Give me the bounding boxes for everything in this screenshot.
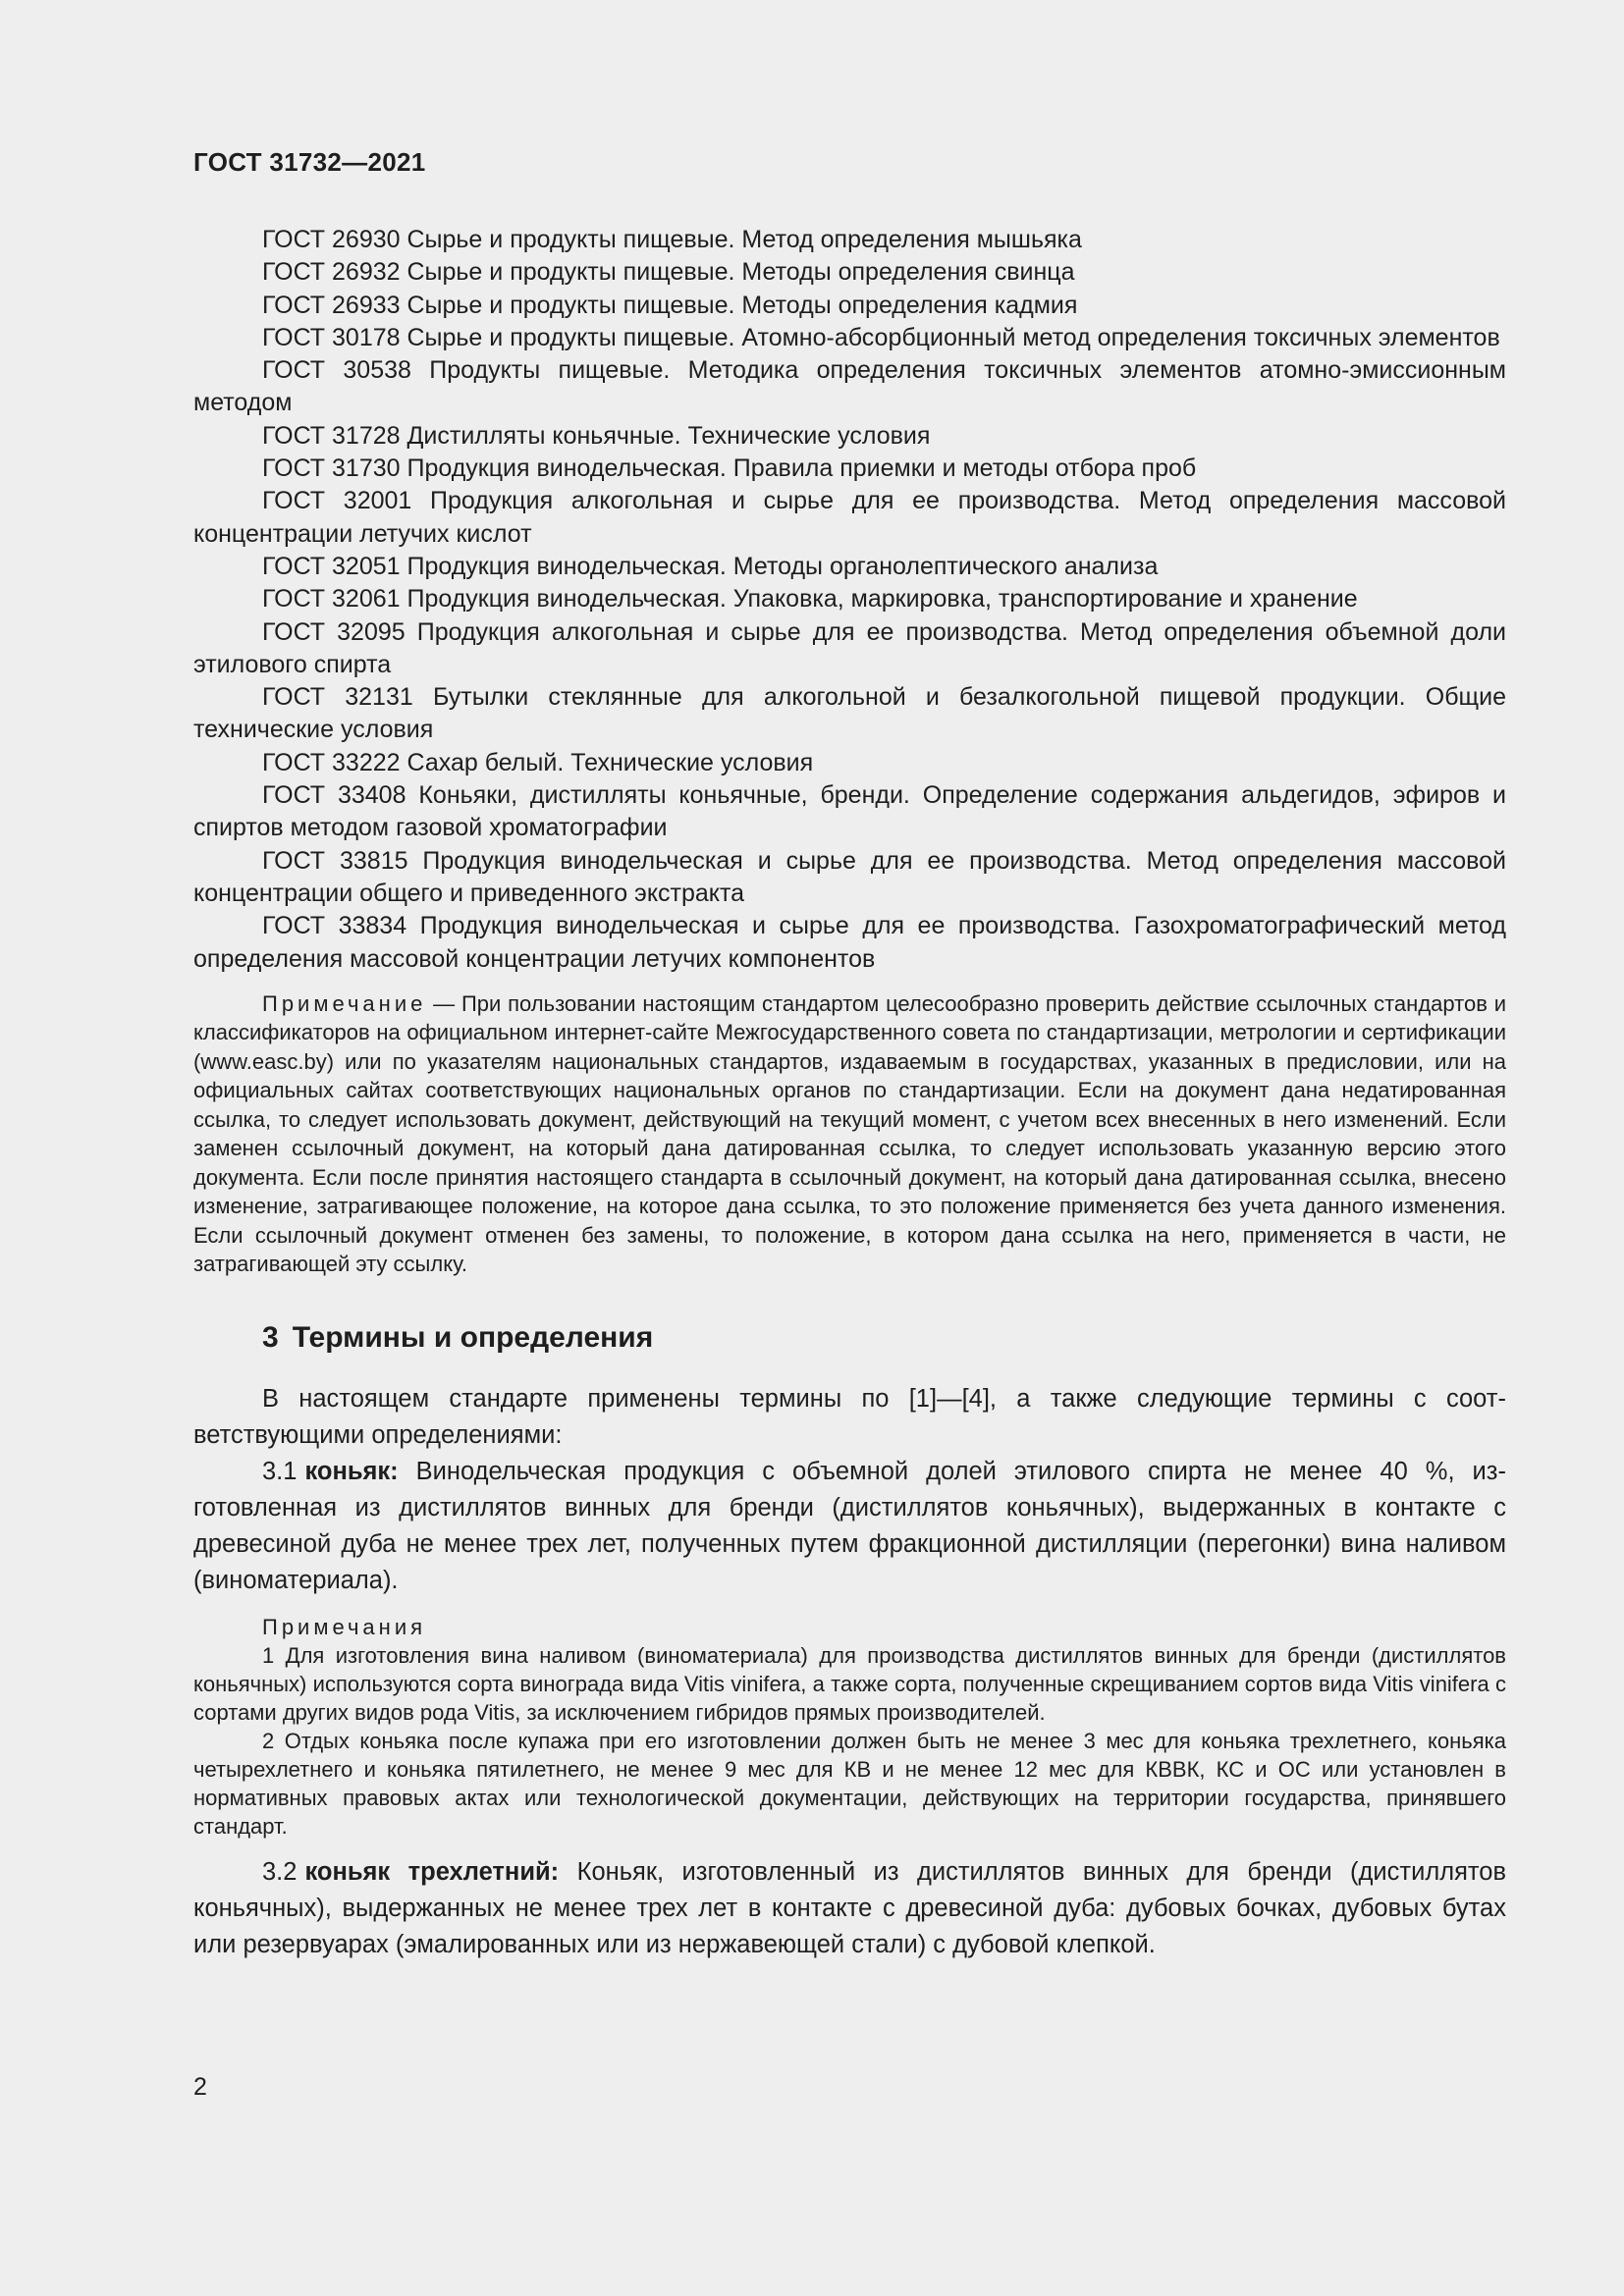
- notes-heading: Примечания: [262, 1614, 427, 1639]
- reference-item: ГОСТ 31730 Продукция винодельческая. Правила приемки и методы отбора проб: [262, 454, 1197, 483]
- note-text: — При пользовании настоящим стандартом целесообразно проверить действие ссылочных стандартов и классификаторов на официальном интернет-сайте Межгосударственного совета по стандартизации, метрологии и сертификации (www.easc.by) или по указателям национальных стандартов, издаваемым в государствах, указанных в предисловии, или на официальных сайтах соответствующих национальных органов по стандартизации. Если на документ дана недатированная ссылка, то следует использовать документ, действующий на текущий момент, с учетом всех внесенных в него изменений. Если заменен ссылочный документ, на который дана датированная ссылка, то следует использовать указанную версию этого документа. Если после принятия настоящего стандарта в ссылочный документ, на который дана датированная ссылка, внесено изменение, затрагивающее положение, на которое дана ссылка, то это положение применяется без учета данного изменения. Если ссылочный документ отменен без замены, то положение, в котором дана ссылка на него, применяется в части, не затрагивающей эту ссылку.: [193, 990, 1506, 1277]
- reference-item: ГОСТ 32095 Продукция алкогольная и сырье для ее производства. Метод определения объемной доли этилового спирта: [193, 617, 1506, 678]
- reference-item: ГОСТ 31728 Дистилляты коньячные. Технические условия: [262, 421, 931, 450]
- normative-references-list: [193, 224, 1506, 976]
- reference-item: ГОСТ 32061 Продукция винодельческая. Упаковка, маркировка, транспортирование и хранение: [262, 585, 1358, 614]
- term-number: 3.2: [262, 1857, 298, 1886]
- term-name: коньяк трехлетний:: [304, 1857, 560, 1886]
- note-item: 1 Для изготовления вина наливом (виноматериала) для производства дистиллятов винных для бренди (дистиллятов коньячных) используются сорта винограда вида Vitis vinifera, а также сорта, полученные скрещиванием сортов вида Vitis vinifera с сортами других видов рода Vitis, за исключением гибридов прямых производителей.: [193, 1642, 1506, 1725]
- section-title: Термины и определения: [292, 1320, 654, 1354]
- reference-item: ГОСТ 26932 Сырье и продукты пищевые. Методы определения свинца: [262, 258, 1075, 287]
- term-definition: Винодельческая продукция с объемной долей этилового спирта не менее 40 %, изготовленная из дистиллятов винных для бренди (дистиллятов коньячных), выдержанных в контакте с древесиной дуба не менее трех лет, полученных путем фракционной дистилляции (перегонки) вина наливом (виноматериала).: [193, 1457, 1506, 1594]
- section-heading: [262, 1321, 1506, 1355]
- term-3-2: [193, 1854, 1506, 1963]
- term-definition: Коньяк, изготовленный из дистиллятов винных для бренди (дистиллятов коньячных), выдержанных не менее трех лет в контакте с древесиной дуба: дубовых бочках, дубовых бутах или резервуарах (эмалированных или из нержавеющей стали) с дубовой клепкой.: [193, 1857, 1507, 1958]
- term-notes: [193, 1613, 1506, 1841]
- document-header: ГОСТ 31732—2021: [193, 147, 426, 177]
- reference-item: ГОСТ 32051 Продукция винодельческая. Методы органолептического анализа: [262, 552, 1159, 580]
- term-3-1: [193, 1454, 1506, 1599]
- reference-item: ГОСТ 26933 Сырье и продукты пищевые. Методы определения кадмия: [262, 291, 1078, 319]
- term-name: коньяк:: [304, 1457, 399, 1485]
- reference-item: ГОСТ 33815 Продукция винодельческая и сырье для ее производства. Метод определения массовой концентрации общего и приведенного экстракта: [193, 846, 1506, 907]
- reference-item: ГОСТ 32131 Бутылки стеклянные для алкогольной и безалкогольной пищевой продукции. Общие технические условия: [193, 683, 1506, 744]
- reference-item: ГОСТ 33408 Коньяки, дистилляты коньячные, бренди. Определение содержания альдегидов, эфиров и спиртов методом газовой хроматографии: [193, 781, 1506, 842]
- reference-item: ГОСТ 26930 Сырье и продукты пищевые. Метод определения мышьяка: [262, 226, 1082, 253]
- reference-item: ГОСТ 30178 Сырье и продукты пищевые. Атомно-абсорбционный метод определения токсичных элементов: [262, 323, 1500, 351]
- note-item: 2 Отдых коньяка после купажа при его изготовлении должен быть не менее 3 мес для коньяка трехлетнего, коньяка четырехлетнего и коньяка пятилетнего, не менее 9 мес для КВ и не менее 12 мес для КВВК, КС и ОС или установлен в нормативных правовых актах или технологической документации, действующих на территории государства, принявшего стандарт.: [193, 1728, 1506, 1839]
- reference-item: ГОСТ 32001 Продукция алкогольная и сырье для ее производства. Метод определения массовой концентрации летучих кислот: [193, 487, 1506, 548]
- section-intro: В настоящем стандарте применены термины по [1]—[4], а также следующие термины с соответствующими определениями:: [193, 1384, 1506, 1449]
- reference-item: ГОСТ 30538 Продукты пищевые. Методика определения токсичных элементов атомно-эмиссионным методом: [193, 356, 1506, 417]
- note-label: Примечание: [262, 990, 427, 1016]
- page-number: 2: [193, 2073, 207, 2101]
- page-content: [193, 224, 1506, 1963]
- references-note: [193, 989, 1506, 1279]
- reference-item: ГОСТ 33834 Продукция винодельческая и сырье для ее производства. Газохроматографический метод определения массовой концентрации летучих компонентов: [193, 912, 1506, 973]
- term-number: 3.1: [262, 1457, 298, 1485]
- section-number: 3: [262, 1320, 279, 1354]
- reference-item: ГОСТ 33222 Сахар белый. Технические условия: [262, 748, 814, 776]
